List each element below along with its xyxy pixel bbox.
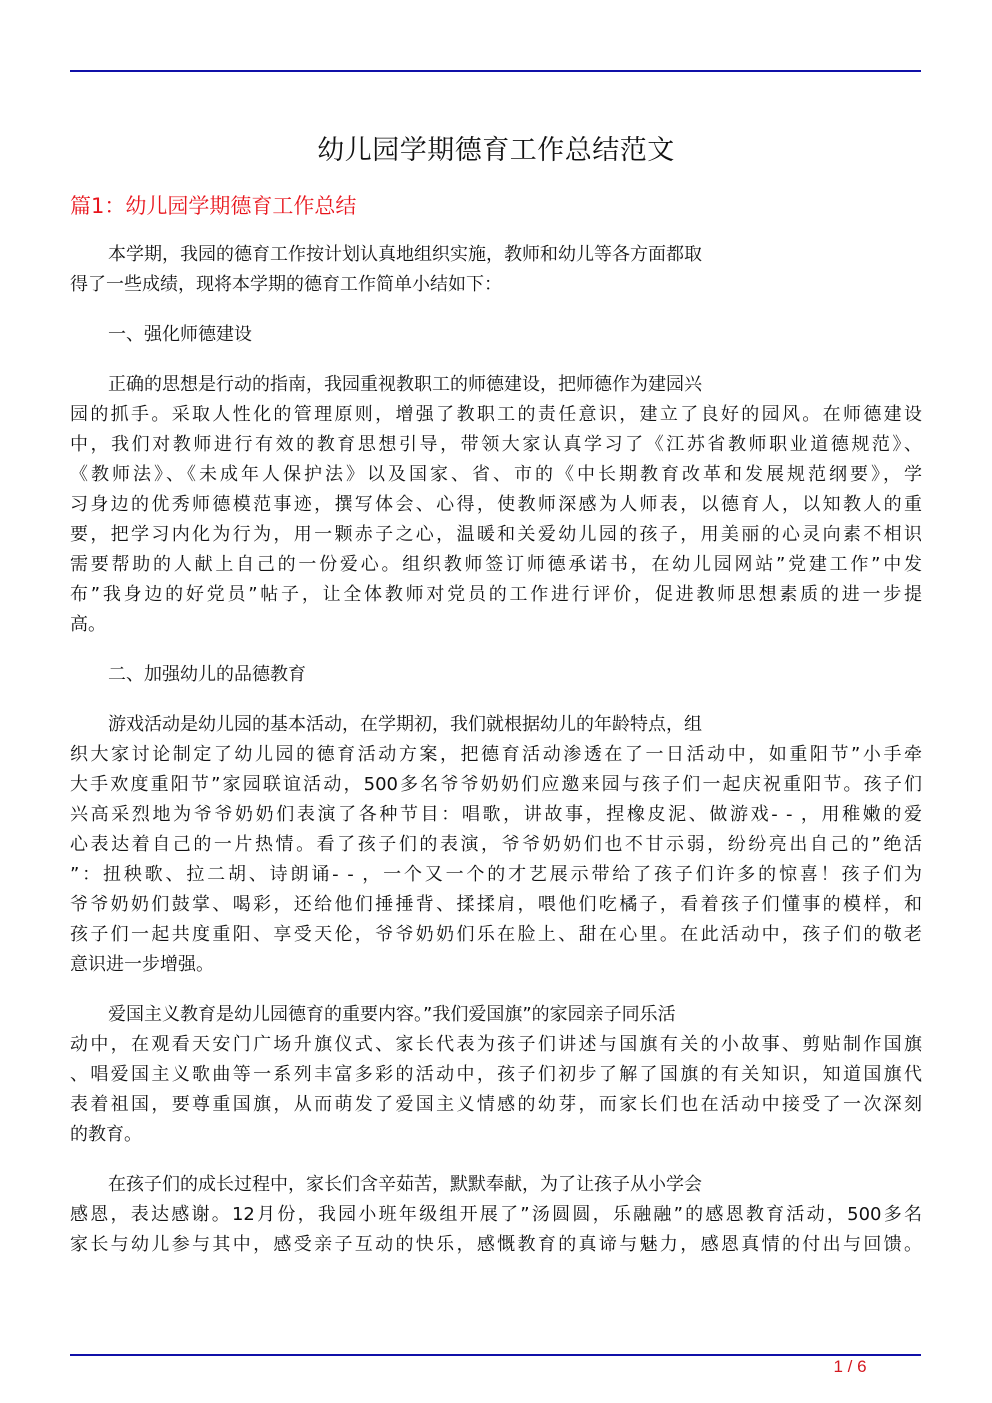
text-line: 孩子们一起共度重阳、享受天伦，爷爷奶奶们乐在脸上、甜在心里。在此活动中，孩子们的敬老 bbox=[70, 924, 922, 945]
text-line: 正确的思想是行动的指南，我园重视教职工的师德建设，把师德作为建园兴 bbox=[108, 374, 702, 395]
subheading-moral-education: 二、加强幼儿的品德教育 bbox=[108, 664, 306, 685]
document-title: 幼儿园学期德育工作总结范文 bbox=[317, 135, 675, 166]
text-line: 意识进一步增强。 bbox=[70, 954, 214, 975]
text-line: 习身边的优秀师德模范事迹，撰写体会、心得，使教师深感为人师表，以德育人，以知教人的重 bbox=[70, 494, 922, 515]
paragraph-gratitude bbox=[70, 1170, 922, 1260]
document-body bbox=[70, 240, 922, 1280]
text-line: 感恩，表达感谢。12月份，我园小班年级组开展了”汤圆圆，乐融融”的感恩教育活动，500多名 bbox=[70, 1204, 922, 1225]
text-line: 心表达着自己的一片热情。看了孩子们的表演，爷爷奶奶们也不甘示弱，纷纷亮出自己的”绝活 bbox=[70, 834, 922, 855]
text-line: 动中，在观看天安门广场升旗仪式、家长代表为孩子们讲述与国旗有关的小故事、剪贴制作国旗 bbox=[70, 1034, 922, 1055]
text-line: 表着祖国，要尊重国旗，从而萌发了爱国主义情感的幼芽，而家长们也在活动中接受了一次深刻 bbox=[70, 1094, 922, 1115]
text-line: 要，把学习内化为行为，用一颗赤子之心，温暖和关爱幼儿园的孩子，用美丽的心灵向素不相识 bbox=[70, 524, 922, 545]
text-line: 本学期，我园的德育工作按计划认真地组织实施，教师和幼儿等各方面都取 bbox=[108, 244, 702, 265]
header-rule bbox=[70, 70, 921, 72]
text-line: 兴高采烈地为爷爷奶奶们表演了各种节目：唱歌，讲故事，捏橡皮泥、做游戏- - ，用稚嫩的爱 bbox=[70, 804, 922, 825]
text-line: 、唱爱国主义歌曲等一系列丰富多彩的活动中，孩子们初步了解了国旗的有关知识，知道国旗代 bbox=[70, 1064, 922, 1085]
text-line: 得了一些成绩，现将本学期的德育工作简单小结如下： bbox=[70, 274, 502, 295]
page-number: 1 / 6 bbox=[833, 1357, 867, 1376]
text-line: 游戏活动是幼儿园的基本活动，在学期初，我们就根据幼儿的年龄特点，组 bbox=[108, 714, 702, 735]
text-line: 的教育。 bbox=[70, 1124, 142, 1145]
section-title: 篇1：幼儿园学期德育工作总结 bbox=[70, 194, 357, 218]
text-line: 中，我们对教师进行有效的教育思想引导，带领大家认真学习了《江苏省教师职业道德规范》、 bbox=[70, 434, 922, 455]
text-line: 需要帮助的人献上自己的一份爱心。组织教师签订师德承诺书，在幼儿园网站”党建工作”中发 bbox=[70, 554, 922, 575]
subheading-teacher-ethics: 一、强化师德建设 bbox=[108, 324, 252, 345]
text-line: 布”我身边的好党员”帖子，让全体教师对党员的工作进行评价，促进教师思想素质的进一步提 bbox=[70, 584, 922, 605]
text-line: 爱国主义教育是幼儿园德育的重要内容。”我们爱国旗”的家园亲子同乐活 bbox=[108, 1004, 676, 1025]
text-line: 园的抓手。采取人性化的管理原则，增强了教职工的责任意识，建立了良好的园风。在师德建设 bbox=[70, 404, 922, 425]
text-line: 爷爷奶奶们鼓掌、喝彩，还给他们捶捶背、揉揉肩，喂他们吃橘子，看着孩子们懂事的模样，和 bbox=[70, 894, 922, 915]
paragraph-intro bbox=[70, 240, 922, 300]
text-line: 在孩子们的成长过程中，家长们含辛茹苦，默默奉献，为了让孩子从小学会 bbox=[108, 1174, 702, 1195]
text-line: 高。 bbox=[70, 614, 106, 635]
paragraph-patriotism bbox=[70, 1000, 922, 1150]
text-line: 家长与幼儿参与其中，感受亲子互动的快乐，感慨教育的真谛与魅力，感恩真情的付出与回馈。 bbox=[70, 1234, 922, 1255]
text-line: ”：扭秧歌、拉二胡、诗朗诵- - ，一个又一个的才艺展示带给了孩子们许多的惊喜！孩子们为 bbox=[70, 864, 922, 885]
paragraph-double-ninth bbox=[70, 710, 922, 980]
footer-rule bbox=[70, 1354, 921, 1356]
text-line: 大手欢度重阳节”家园联谊活动，500多名爷爷奶奶们应邀来园与孩子们一起庆祝重阳节。孩子们 bbox=[70, 774, 922, 795]
text-line: 织大家讨论制定了幼儿园的德育活动方案，把德育活动渗透在了一日活动中，如重阳节”小手牵 bbox=[70, 744, 922, 765]
paragraph-teacher-ethics bbox=[70, 370, 922, 640]
text-line: 《教师法》、《未成年人保护法》以及国家、省、市的《中长期教育改革和发展规范纲要》，学 bbox=[70, 464, 922, 485]
